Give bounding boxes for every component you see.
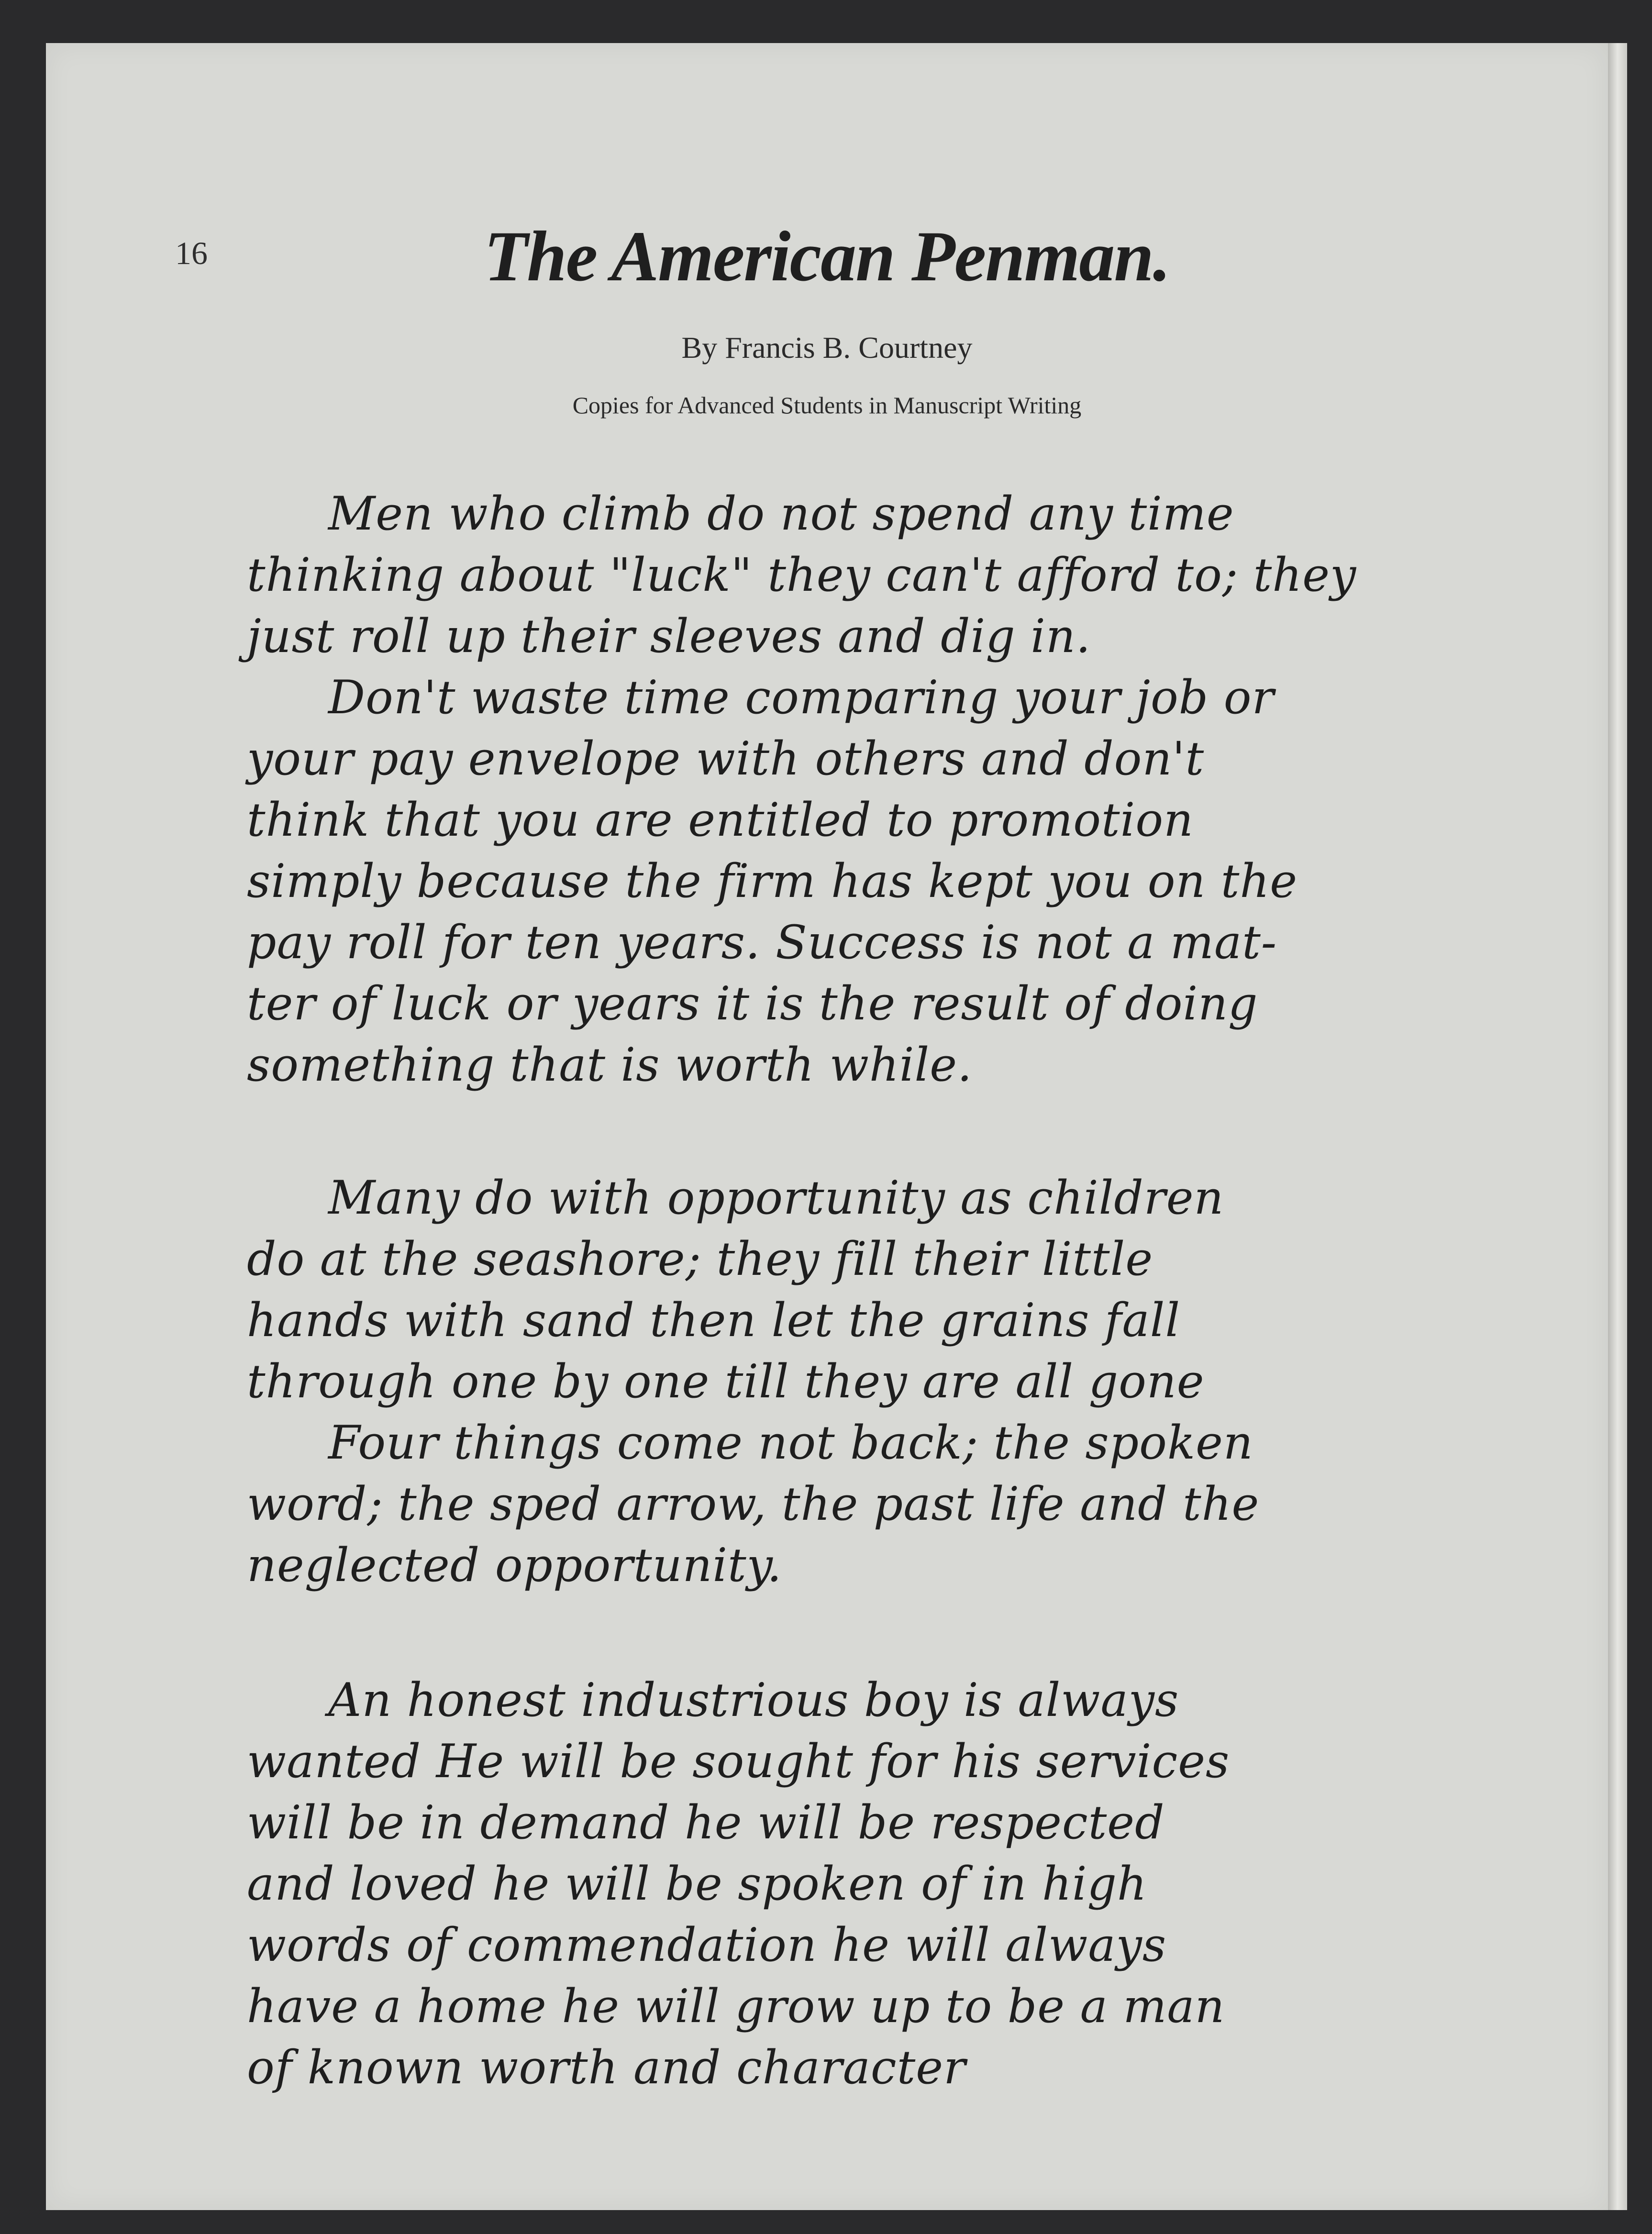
script-line: wanted He will be sought for his services [247, 1735, 1230, 1788]
script-line: of known worth and character [247, 2041, 966, 2094]
script-line: and loved he will be spoken of in high [247, 1857, 1147, 1911]
byline: By Francis B. Courtney [681, 331, 973, 365]
script-line: will be in demand he will be respected [247, 1796, 1165, 1849]
script-line: through one by one till they are all gone [247, 1355, 1205, 1408]
script-line: Many do with opportunity as children [328, 1171, 1224, 1225]
script-line: pay roll for ten years. Success is not a mat- [247, 916, 1277, 969]
script-line: An honest industrious boy is always [328, 1673, 1179, 1727]
script-line: Four things come not back; the spoken [328, 1416, 1253, 1470]
script-line: do at the seashore; they fill their little [247, 1232, 1153, 1286]
masthead-title: The American Penman. [484, 217, 1170, 296]
script-line: your pay envelope with others and don't [247, 732, 1205, 785]
page [46, 43, 1608, 2210]
passage-opportunity [247, 1167, 1519, 1596]
script-line: simply because the firm has kept you on the [247, 854, 1298, 908]
passage-luck [247, 483, 1519, 1095]
script-line: hands with sand then let the grains fall [247, 1294, 1181, 1347]
passage-honest-boy [247, 1670, 1519, 2098]
script-line: words of commendation he will always [247, 1918, 1167, 1972]
script-line: just roll up their sleeves and dig in. [247, 609, 1091, 663]
subtitle: Copies for Advanced Students in Manuscript Writing [572, 392, 1082, 419]
script-line: have a home he will grow up to be a man [247, 1980, 1225, 2033]
script-line: Don't waste time comparing your job or [328, 671, 1275, 724]
script-line: neglected opportunity. [247, 1538, 782, 1592]
next-page-edge [1608, 43, 1627, 2210]
script-line: Men who climb do not spend any time [328, 487, 1234, 541]
script-line: something that is worth while. [247, 1038, 973, 1092]
page-number: 16 [175, 235, 208, 271]
script-line: word; the sped arrow, the past life and the [247, 1477, 1260, 1531]
script-line: ter of luck or years it is the result of doing [247, 977, 1258, 1030]
script-line: thinking about "luck" they can't afford to; they [247, 548, 1357, 602]
script-line: think that you are entitled to promotion [247, 793, 1194, 847]
